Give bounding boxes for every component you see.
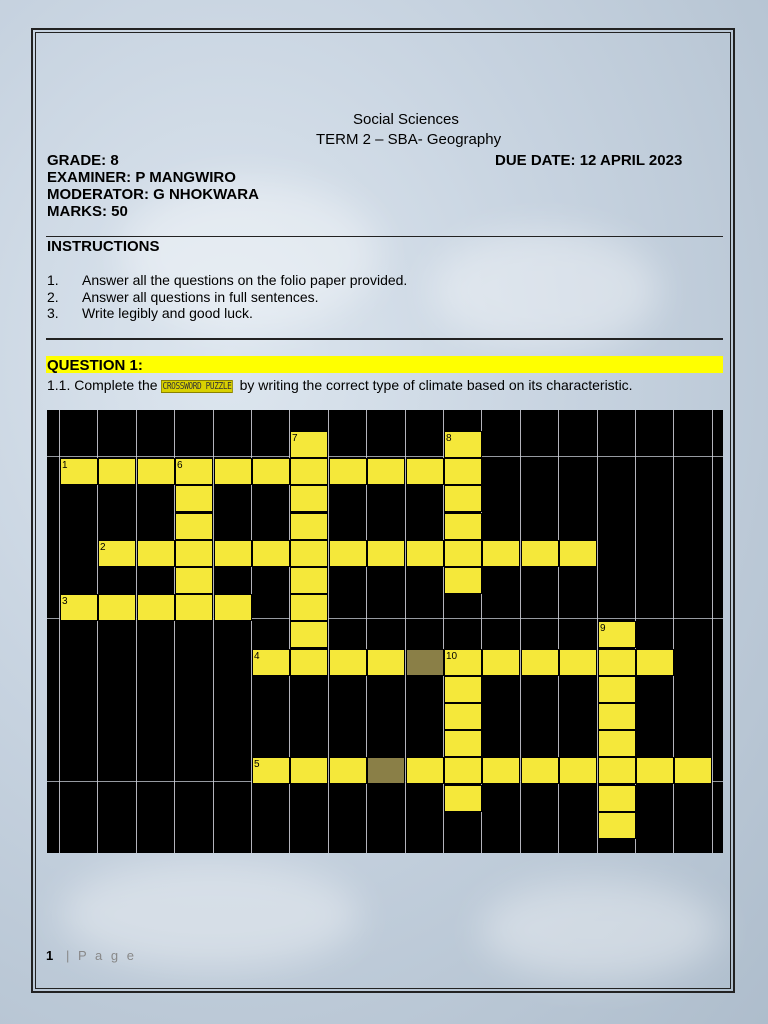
crossword-cell[interactable] — [444, 540, 482, 567]
crossword-cell[interactable] — [214, 594, 252, 621]
instruction-number: 1. — [47, 272, 59, 288]
instruction-text: Write legibly and good luck. — [82, 305, 253, 321]
crossword-cell-numbered[interactable] — [444, 649, 482, 676]
crossword-cell-numbered[interactable] — [290, 431, 328, 458]
crossword-cell[interactable] — [252, 540, 290, 567]
grid-column-line — [712, 410, 713, 853]
crossword-cell[interactable] — [329, 649, 367, 676]
crossword-cell[interactable] — [598, 676, 636, 703]
crossword-cell-numbered[interactable] — [252, 757, 290, 784]
crossword-cell[interactable] — [290, 621, 328, 648]
crossword-cell[interactable] — [674, 757, 712, 784]
page-number: 1 — [46, 948, 54, 963]
question-text — [47, 377, 633, 393]
crossword-cell[interactable] — [444, 703, 482, 730]
clue-number: 10 — [446, 651, 458, 662]
crossword-cell[interactable] — [406, 757, 444, 784]
crossword-cell[interactable] — [406, 649, 444, 676]
crossword-cell[interactable] — [329, 757, 367, 784]
crossword-cell-numbered[interactable] — [444, 431, 482, 458]
grade-label: GRADE: 8 — [47, 152, 119, 169]
moderator-label: MODERATOR: G NHOKWARA — [47, 186, 259, 203]
crossword-cell[interactable] — [98, 458, 136, 485]
crossword-cell[interactable] — [559, 540, 597, 567]
crossword-cell[interactable] — [175, 567, 213, 594]
term-title: TERM 2 – SBA- Geography — [316, 131, 502, 148]
crossword-cell[interactable] — [444, 485, 482, 512]
crossword-cell-numbered[interactable] — [175, 458, 213, 485]
due-date-label: DUE DATE: 12 APRIL 2023 — [495, 152, 683, 169]
crossword-cell[interactable] — [290, 594, 328, 621]
crossword-cell[interactable] — [444, 567, 482, 594]
crossword-cell[interactable] — [175, 485, 213, 512]
crossword-cell[interactable] — [367, 757, 405, 784]
examiner-label: EXAMINER: P MANGWIRO — [47, 169, 236, 186]
crossword-cell[interactable] — [406, 458, 444, 485]
crossword-cell[interactable] — [329, 540, 367, 567]
crossword-cell[interactable] — [482, 757, 520, 784]
instruction-number: 3. — [47, 305, 59, 321]
clue-number: 4 — [254, 651, 260, 662]
crossword-cell[interactable] — [444, 785, 482, 812]
crossword-cell[interactable] — [521, 649, 559, 676]
crossword-cell[interactable] — [598, 757, 636, 784]
crossword-cell[interactable] — [214, 458, 252, 485]
clue-number: 6 — [177, 460, 183, 471]
crossword-cell[interactable] — [559, 649, 597, 676]
crossword-cell[interactable] — [598, 730, 636, 757]
clue-number: 3 — [62, 596, 68, 607]
grid-column-line — [673, 410, 674, 853]
crossword-cell[interactable] — [636, 757, 674, 784]
crossword-cell[interactable] — [137, 540, 175, 567]
crossword-cell[interactable] — [214, 540, 252, 567]
grid-row-line — [47, 456, 723, 457]
question-suffix: by writing the correct type of climate based on its characteristic. — [235, 377, 633, 393]
clue-number: 9 — [600, 623, 606, 634]
crossword-cell-numbered[interactable] — [598, 621, 636, 648]
grid-column-line — [520, 410, 521, 853]
crossword-cell[interactable] — [482, 649, 520, 676]
subject-title: Social Sciences — [353, 111, 459, 128]
crossword-cell[interactable] — [521, 757, 559, 784]
crossword-cell[interactable] — [329, 458, 367, 485]
crossword-cell[interactable] — [137, 594, 175, 621]
crossword-cell[interactable] — [444, 757, 482, 784]
crossword-cell-numbered[interactable] — [98, 540, 136, 567]
crossword-cell[interactable] — [290, 540, 328, 567]
crossword-cell[interactable] — [137, 458, 175, 485]
divider-line — [46, 338, 723, 340]
grid-column-line — [558, 410, 559, 853]
clue-number: 1 — [62, 460, 68, 471]
crossword-cell[interactable] — [559, 757, 597, 784]
instruction-text: Answer all questions in full sentences. — [82, 289, 319, 305]
marks-label: MARKS: 50 — [47, 203, 128, 220]
crossword-cell[interactable] — [598, 812, 636, 839]
clue-number: 5 — [254, 759, 260, 770]
crossword-puzzle-tag: CROSSWORD PUZZLE — [162, 381, 232, 392]
crossword-cell[interactable] — [290, 485, 328, 512]
crossword-cell[interactable] — [482, 540, 520, 567]
clue-number: 7 — [292, 433, 298, 444]
crossword-cell-numbered[interactable] — [252, 649, 290, 676]
crossword-cell[interactable] — [290, 567, 328, 594]
crossword-cell[interactable] — [598, 649, 636, 676]
crossword-cell[interactable] — [367, 458, 405, 485]
crossword-cell[interactable] — [444, 513, 482, 540]
crossword-cell[interactable] — [406, 540, 444, 567]
clue-number: 2 — [100, 542, 106, 553]
crossword-cell[interactable] — [444, 730, 482, 757]
question-prefix: 1.1. Complete the — [47, 377, 162, 393]
crossword-cell[interactable] — [367, 649, 405, 676]
crossword-cell[interactable] — [636, 649, 674, 676]
crossword-cell[interactable] — [290, 757, 328, 784]
crossword-cell[interactable] — [598, 785, 636, 812]
crossword-cell[interactable] — [290, 649, 328, 676]
crossword-cell[interactable] — [444, 676, 482, 703]
clue-number: 8 — [446, 433, 452, 444]
instruction-number: 2. — [47, 289, 59, 305]
crossword-cell[interactable] — [175, 540, 213, 567]
crossword-cell[interactable] — [175, 594, 213, 621]
instructions-heading: INSTRUCTIONS — [47, 238, 160, 255]
crossword-cell-numbered[interactable] — [60, 594, 98, 621]
crossword-cell[interactable] — [252, 458, 290, 485]
page-label: | P a g e — [66, 948, 137, 963]
crossword-cell-numbered[interactable] — [60, 458, 98, 485]
crossword-cell[interactable] — [598, 703, 636, 730]
crossword-cell[interactable] — [175, 513, 213, 540]
divider-line — [46, 236, 723, 237]
crossword-cell[interactable] — [290, 513, 328, 540]
crossword-cell[interactable] — [98, 594, 136, 621]
question-heading: QUESTION 1: — [47, 357, 143, 374]
crossword-grid — [47, 410, 723, 853]
crossword-cell[interactable] — [290, 458, 328, 485]
crossword-cell[interactable] — [444, 458, 482, 485]
instruction-text: Answer all the questions on the folio paper provided. — [82, 272, 408, 288]
question-highlight-bar — [46, 356, 723, 373]
crossword-cell[interactable] — [367, 540, 405, 567]
crossword-cell[interactable] — [521, 540, 559, 567]
